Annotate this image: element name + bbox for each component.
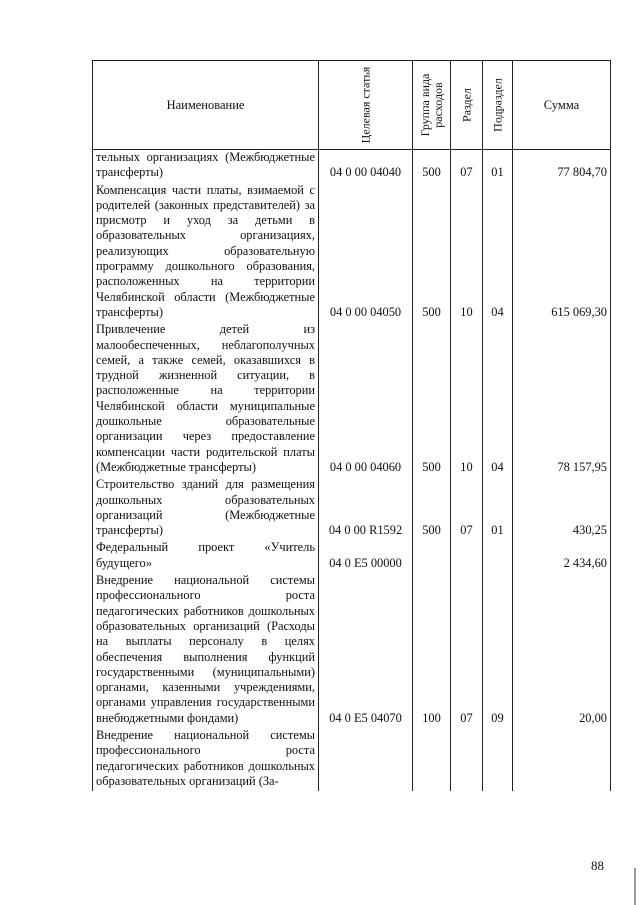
cell-section xyxy=(451,728,483,791)
cell-target: 04 0 E5 00000 xyxy=(319,540,413,573)
cell-group: 500 xyxy=(413,322,451,477)
cell-target: 04 0 00 04040 xyxy=(319,150,413,183)
header-sum: Сумма xyxy=(513,61,611,150)
budget-table xyxy=(92,60,611,791)
scan-edge-mark xyxy=(634,868,636,905)
cell-target: 04 0 00 04050 xyxy=(319,183,413,323)
cell-group: 500 xyxy=(413,150,451,183)
cell-name: Привлечение детей из малообеспеченных, неблагополучных семей, а также семей, оказавшихся в трудной жизненной ситуации, в расположенные на территории Челябинской области муниципальные дошкольные образовательные организации через предоставление компенсации части родительской платы (Межбюджетные трансферты) xyxy=(93,322,319,477)
table-row xyxy=(93,477,611,540)
cell-subsection xyxy=(483,540,513,573)
cell-sum: 2 434,60 xyxy=(513,540,611,573)
header-section: Раздел xyxy=(451,61,483,150)
cell-subsection: 09 xyxy=(483,573,513,728)
cell-group xyxy=(413,728,451,791)
table-row xyxy=(93,728,611,791)
cell-name: Внедрение национальной системы профессионального роста педагогических работников дошкольных образовательных организаций (Расходы на выплаты персоналу в целях обеспечения выполнения функций государственными (муниципальными) органами, казенными учреждениями, органами управления государственными внебюджетными фондами) xyxy=(93,573,319,728)
cell-subsection xyxy=(483,728,513,791)
cell-name: Строительство зданий для размещения дошкольных образовательных организаций (Межбюджетные трансферты) xyxy=(93,477,319,540)
table-row xyxy=(93,183,611,323)
cell-group: 500 xyxy=(413,183,451,323)
cell-sum: 430,25 xyxy=(513,477,611,540)
cell-sum: 78 157,95 xyxy=(513,322,611,477)
cell-section: 10 xyxy=(451,183,483,323)
header-name: Наименование xyxy=(93,61,319,150)
cell-subsection: 04 xyxy=(483,322,513,477)
cell-target: 04 0 E5 04070 xyxy=(319,573,413,728)
table-row xyxy=(93,150,611,183)
cell-section: 07 xyxy=(451,573,483,728)
cell-sum: 20,00 xyxy=(513,573,611,728)
header-target: Целевая статья xyxy=(319,61,413,150)
cell-sum: 615 069,30 xyxy=(513,183,611,323)
cell-sum: 77 804,70 xyxy=(513,150,611,183)
cell-name: тельных организациях (Межбюджетные трансферты) xyxy=(93,150,319,183)
page-number: 88 xyxy=(591,858,604,873)
cell-name: Внедрение национальной системы профессионального роста педагогических работников дошкольных образовательных организаций (За- xyxy=(93,728,319,791)
cell-group: 100 xyxy=(413,573,451,728)
cell-subsection: 01 xyxy=(483,150,513,183)
cell-target: 04 0 00 R1592 xyxy=(319,477,413,540)
table-row xyxy=(93,573,611,728)
header-subsection: Подраздел xyxy=(483,61,513,150)
cell-section xyxy=(451,540,483,573)
table-row xyxy=(93,322,611,477)
cell-sum xyxy=(513,728,611,791)
cell-section: 07 xyxy=(451,150,483,183)
cell-group xyxy=(413,540,451,573)
cell-subsection: 01 xyxy=(483,477,513,540)
cell-group: 500 xyxy=(413,477,451,540)
cell-target: 04 0 00 04060 xyxy=(319,322,413,477)
header-group: Группа вида расходов xyxy=(413,61,451,150)
table-header-row xyxy=(93,61,611,150)
cell-section: 07 xyxy=(451,477,483,540)
cell-name: Компенсация части платы, взимаемой с родителей (законных представителей) за присмотр и уход за детьми в образовательных организациях, реализующих образовательную программу дошкольного образования, расположенных на территории Челябинской области (Межбюджетные трансферты) xyxy=(93,183,319,323)
cell-subsection: 04 xyxy=(483,183,513,323)
cell-name: Федеральный проект «Учитель будущего» xyxy=(93,540,319,573)
table-row xyxy=(93,540,611,573)
cell-section: 10 xyxy=(451,322,483,477)
cell-target xyxy=(319,728,413,791)
